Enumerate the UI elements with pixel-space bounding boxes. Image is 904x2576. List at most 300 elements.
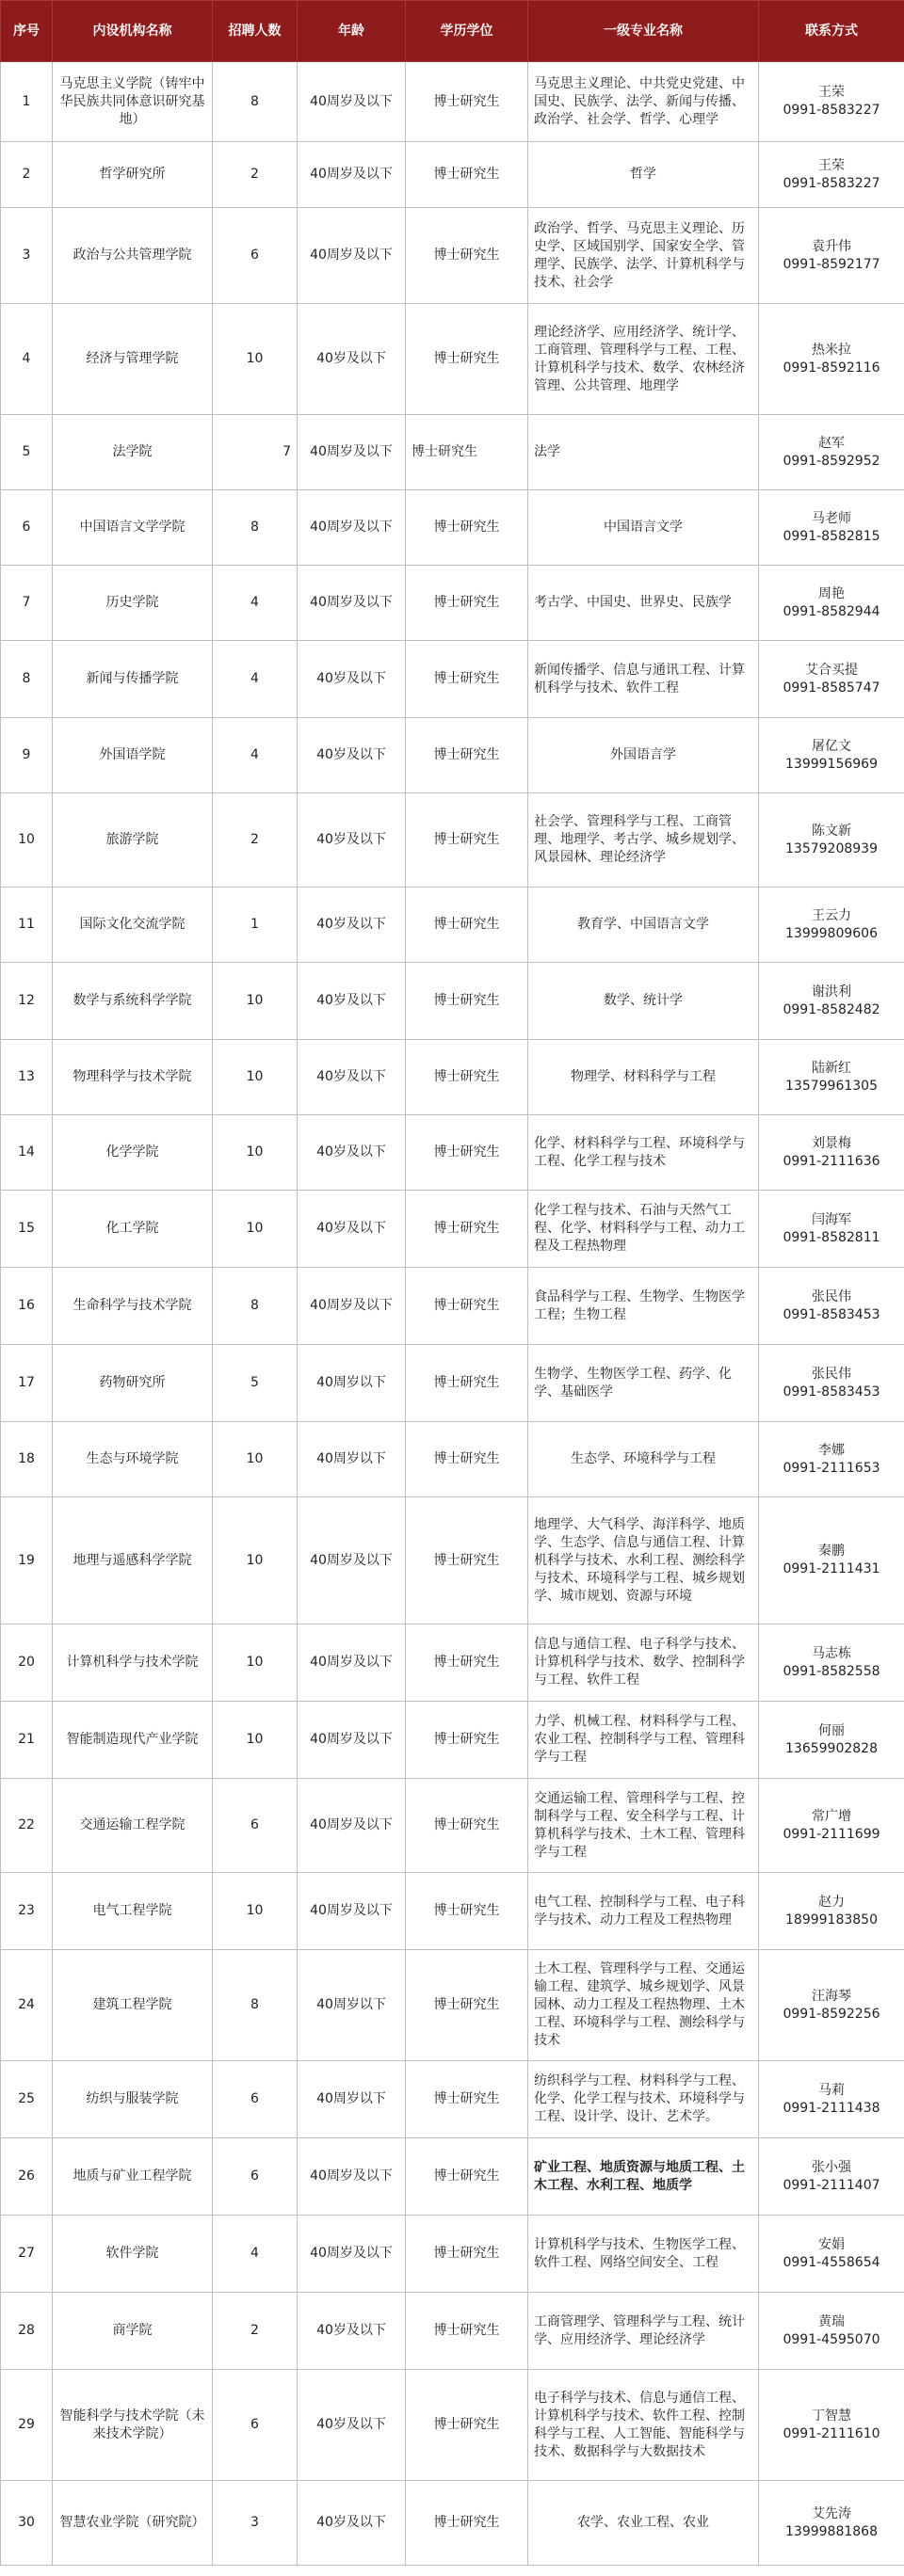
contact-name: 闫海军 [812, 1211, 851, 1227]
contact-name: 刘景梅 [812, 1135, 851, 1151]
degree-requirement: 博士研究生 [406, 1624, 528, 1702]
row-no: 28 [1, 2293, 53, 2370]
institution-name: 新闻与传播学院 [53, 641, 213, 718]
row-no: 25 [1, 2061, 53, 2138]
table-row [1, 1950, 904, 2061]
institution-name: 软件学院 [53, 2216, 213, 2293]
recruit-count: 3 [213, 2481, 298, 2566]
table-row [1, 62, 904, 142]
row-no: 4 [1, 304, 53, 415]
major-names: 法学 [528, 415, 759, 490]
row-no: 2 [1, 142, 53, 208]
contact-name: 黄瑞 [818, 2313, 845, 2329]
recruit-count: 10 [213, 1702, 298, 1779]
degree-requirement: 博士研究生 [406, 304, 528, 415]
institution-name: 化工学院 [53, 1191, 213, 1268]
age-requirement: 40岁及以下 [298, 1115, 406, 1191]
header-age: 年龄 [298, 1, 406, 62]
contact-info [759, 641, 904, 718]
age-requirement: 40周岁及以下 [298, 1497, 406, 1624]
row-no: 14 [1, 1115, 53, 1191]
major-names: 力学、机械工程、材料科学与工程、农业工程、控制科学与工程、管理科学与工程 [528, 1702, 759, 1779]
contact-info [759, 1115, 904, 1191]
major-names: 数学、统计学 [528, 963, 759, 1040]
contact-phone: 0991-8583453 [783, 1306, 880, 1322]
age-requirement: 40岁及以下 [298, 2293, 406, 2370]
row-no: 18 [1, 1422, 53, 1497]
age-requirement: 40周岁及以下 [298, 2138, 406, 2216]
recruit-count: 10 [213, 304, 298, 415]
institution-name: 商学院 [53, 2293, 213, 2370]
table-row [1, 2293, 904, 2370]
recruit-count: 10 [213, 1040, 298, 1115]
recruit-count: 2 [213, 142, 298, 208]
age-requirement: 40周岁以下 [298, 1422, 406, 1497]
recruit-count: 8 [213, 1950, 298, 2061]
degree-requirement: 博士研究生 [406, 1497, 528, 1624]
degree-requirement: 博士研究生 [406, 2481, 528, 2566]
contact-phone: 18999183850 [785, 1912, 878, 1928]
row-no: 6 [1, 490, 53, 566]
contact-name: 屠亿文 [812, 738, 851, 754]
recruit-count: 6 [213, 2138, 298, 2216]
contact-info [759, 1950, 904, 2061]
degree-requirement: 博士研究生 [406, 2216, 528, 2293]
table-row [1, 793, 904, 888]
contact-info [759, 1422, 904, 1497]
recruit-count: 10 [213, 1497, 298, 1624]
contact-name: 赵军 [818, 435, 845, 451]
row-no: 23 [1, 1873, 53, 1950]
contact-phone: 0991-8592116 [783, 360, 880, 376]
age-requirement: 40周岁及以下 [298, 62, 406, 142]
institution-name: 智能制造现代产业学院 [53, 1702, 213, 1779]
contact-info [759, 2293, 904, 2370]
contact-phone: 0991-8582482 [783, 1001, 880, 1017]
header-major: 一级专业名称 [528, 1, 759, 62]
row-no: 20 [1, 1624, 53, 1702]
row-no: 10 [1, 793, 53, 888]
table-row [1, 2370, 904, 2481]
contact-phone: 0991-2111438 [783, 2100, 880, 2116]
age-requirement: 40周岁及以下 [298, 142, 406, 208]
institution-name: 生命科学与技术学院 [53, 1268, 213, 1345]
contact-phone: 0991-8582815 [783, 528, 880, 544]
degree-requirement: 博士研究生 [406, 566, 528, 641]
table-row [1, 1422, 904, 1497]
contact-info [759, 304, 904, 415]
recruit-count: 8 [213, 490, 298, 566]
major-names: 哲学 [528, 142, 759, 208]
institution-name: 计算机科学与技术学院 [53, 1624, 213, 1702]
table-row [1, 208, 904, 304]
institution-name: 药物研究所 [53, 1345, 213, 1422]
contact-phone: 0991-8582811 [783, 1229, 880, 1245]
contact-name: 马志栋 [812, 1645, 851, 1661]
age-requirement: 40岁及以下 [298, 888, 406, 963]
degree-requirement: 博士研究生 [406, 415, 528, 490]
contact-phone: 0991-2111610 [783, 2425, 880, 2441]
contact-name: 秦鹏 [818, 1544, 845, 1559]
row-no: 21 [1, 1702, 53, 1779]
contact-info [759, 62, 904, 142]
row-no: 17 [1, 1345, 53, 1422]
contact-name: 张民伟 [812, 1288, 851, 1304]
contact-phone: 0991-2111431 [783, 1561, 880, 1576]
age-requirement: 40周岁以下 [298, 1950, 406, 2061]
contact-phone: 0991-2111653 [783, 1460, 880, 1476]
table-row [1, 142, 904, 208]
header-degree: 学历学位 [406, 1, 528, 62]
contact-info [759, 1779, 904, 1873]
age-requirement: 40岁及以下 [298, 304, 406, 415]
contact-info [759, 1497, 904, 1624]
contact-name: 马老师 [812, 510, 851, 526]
recruit-count: 8 [213, 1268, 298, 1345]
table-row [1, 1268, 904, 1345]
age-requirement: 40周岁及以下 [298, 490, 406, 566]
degree-requirement: 博士研究生 [406, 1779, 528, 1873]
major-names: 考古学、中国史、世界史、民族学 [528, 566, 759, 641]
institution-name: 纺织与服装学院 [53, 2061, 213, 2138]
contact-phone: 0991-8583227 [783, 175, 880, 191]
header-institution: 内设机构名称 [53, 1, 213, 62]
contact-info [759, 963, 904, 1040]
row-no: 15 [1, 1191, 53, 1268]
age-requirement: 40岁及以下 [298, 2481, 406, 2566]
contact-phone: 13999156969 [785, 756, 878, 772]
institution-name: 智慧农业学院（研究院） [53, 2481, 213, 2566]
table-row [1, 1115, 904, 1191]
row-no: 24 [1, 1950, 53, 2061]
row-no: 19 [1, 1497, 53, 1624]
contact-name: 常广增 [812, 1808, 851, 1824]
degree-requirement: 博士研究生 [406, 2138, 528, 2216]
table-row [1, 1497, 904, 1624]
major-names: 政治学、哲学、马克思主义理论、历史学、区域国别学、国家安全学、管理学、民族学、法学、计算机科学与技术、社会学 [528, 208, 759, 304]
header-contact: 联系方式 [759, 1, 904, 62]
header-no: 序号 [1, 1, 53, 62]
age-requirement: 40周岁以下 [298, 2061, 406, 2138]
recruit-count: 10 [213, 963, 298, 1040]
major-names: 外国语言学 [528, 718, 759, 793]
age-requirement: 40周岁及以下 [298, 1268, 406, 1345]
contact-phone: 0991-8592177 [783, 256, 880, 272]
age-requirement: 40周岁及以下 [298, 2216, 406, 2293]
contact-name: 张民伟 [812, 1366, 851, 1382]
contact-name: 热米拉 [812, 342, 851, 358]
institution-name: 建筑工程学院 [53, 1950, 213, 2061]
institution-name: 化学学院 [53, 1115, 213, 1191]
table-row [1, 1779, 904, 1873]
row-no: 9 [1, 718, 53, 793]
recruit-count: 5 [213, 1345, 298, 1422]
row-no: 13 [1, 1040, 53, 1115]
row-no: 16 [1, 1268, 53, 1345]
contact-phone: 13579961305 [785, 1078, 878, 1094]
row-no: 3 [1, 208, 53, 304]
contact-phone: 0991-8582558 [783, 1663, 880, 1679]
table-row [1, 1873, 904, 1950]
institution-name: 智能科学与技术学院（未来技术学院） [53, 2370, 213, 2481]
contact-info [759, 1040, 904, 1115]
row-no: 29 [1, 2370, 53, 2481]
age-requirement: 40周岁及以下 [298, 1779, 406, 1873]
contact-phone: 0991-8592256 [783, 2006, 880, 2022]
degree-requirement: 博士研究生 [406, 1345, 528, 1422]
major-names: 教育学、中国语言文学 [528, 888, 759, 963]
contact-name: 陆新红 [812, 1060, 851, 1076]
contact-name: 李娜 [818, 1442, 845, 1458]
table-row [1, 304, 904, 415]
major-names: 社会学、管理科学与工程、工商管理、地理学、考古学、城乡规划学、风景园林、理论经济学 [528, 793, 759, 888]
degree-requirement: 博士研究生 [406, 793, 528, 888]
degree-requirement: 博士研究生 [406, 718, 528, 793]
degree-requirement: 博士研究生 [406, 1115, 528, 1191]
contact-name: 袁升伟 [812, 238, 851, 254]
row-no: 7 [1, 566, 53, 641]
institution-name: 地质与矿业工程学院 [53, 2138, 213, 2216]
recruit-count: 2 [213, 2293, 298, 2370]
table-body [1, 62, 904, 2566]
row-no: 1 [1, 62, 53, 142]
contact-info [759, 490, 904, 566]
header-count: 招聘人数 [213, 1, 298, 62]
row-no: 5 [1, 415, 53, 490]
recruit-count: 10 [213, 1115, 298, 1191]
table-row [1, 641, 904, 718]
institution-name: 旅游学院 [53, 793, 213, 888]
age-requirement: 40岁及以下 [298, 2370, 406, 2481]
contact-name: 陈文新 [812, 823, 851, 839]
degree-requirement: 博士研究生 [406, 2293, 528, 2370]
major-names: 化学、材料科学与工程、环境科学与工程、化学工程与技术 [528, 1115, 759, 1191]
major-names: 物理学、材料科学与工程 [528, 1040, 759, 1115]
contact-info [759, 2370, 904, 2481]
degree-requirement: 博士研究生 [406, 888, 528, 963]
row-no: 26 [1, 2138, 53, 2216]
degree-requirement: 博士研究生 [406, 208, 528, 304]
age-requirement: 40岁及以下 [298, 718, 406, 793]
recruit-count: 10 [213, 1873, 298, 1950]
table-row [1, 963, 904, 1040]
contact-phone: 0991-8582944 [783, 603, 880, 619]
recruit-count: 10 [213, 1624, 298, 1702]
institution-name: 电气工程学院 [53, 1873, 213, 1950]
row-no: 8 [1, 641, 53, 718]
contact-phone: 0991-2111636 [783, 1153, 880, 1169]
degree-requirement: 博士研究生 [406, 490, 528, 566]
recruit-count: 6 [213, 208, 298, 304]
major-names: 计算机科学与技术、生物医学工程、软件工程、网络空间安全、工程 [528, 2216, 759, 2293]
age-requirement: 40周岁及以下 [298, 1702, 406, 1779]
row-no: 11 [1, 888, 53, 963]
age-requirement: 40岁及以下 [298, 963, 406, 1040]
contact-name: 丁智慧 [812, 2408, 851, 2424]
contact-name: 赵力 [818, 1894, 845, 1910]
contact-info [759, 793, 904, 888]
table-row [1, 415, 904, 490]
major-names: 生物学、生物医学工程、药学、化学、基础医学 [528, 1345, 759, 1422]
major-names: 中国语言文学 [528, 490, 759, 566]
age-requirement: 40周岁及以下 [298, 208, 406, 304]
age-requirement: 40岁及以下 [298, 1040, 406, 1115]
contact-name: 艾合买提 [805, 662, 858, 678]
major-names: 理论经济学、应用经济学、统计学、工商管理、管理科学与工程、工程、计算机科学与技术、数学、农林经济管理、公共管理、地理学 [528, 304, 759, 415]
degree-requirement: 博士研究生 [406, 2370, 528, 2481]
institution-name: 法学院 [53, 415, 213, 490]
major-names: 生态学、环境科学与工程 [528, 1422, 759, 1497]
degree-requirement: 博士研究生 [406, 2061, 528, 2138]
degree-requirement: 博士研究生 [406, 641, 528, 718]
major-names: 食品科学与工程、生物学、生物医学工程；生物工程 [528, 1268, 759, 1345]
recruit-count: 10 [213, 1191, 298, 1268]
contact-info [759, 1191, 904, 1268]
table-row [1, 1040, 904, 1115]
degree-requirement: 博士研究生 [406, 1040, 528, 1115]
table-row [1, 2481, 904, 2566]
major-names: 矿业工程、地质资源与地质工程、土木工程、水利工程、地质学 [528, 2138, 759, 2216]
major-names: 电子科学与技术、信息与通信工程、计算机科学与技术、软件工程、控制科学与工程、人工智能、智能科学与技术、数据科学与大数据技术 [528, 2370, 759, 2481]
major-names: 信息与通信工程、电子科学与技术、计算机科学与技术、数学、控制科学与工程、软件工程 [528, 1624, 759, 1702]
contact-phone: 13659902828 [785, 1740, 878, 1756]
recruit-count: 4 [213, 2216, 298, 2293]
table-row [1, 718, 904, 793]
major-names: 地理学、大气科学、海洋科学、地质学、生态学、信息与通信工程、计算机科学与技术、水利工程、测绘科学与技术、环境科学与工程、城乡规划学、城市规划、资源与环境 [528, 1497, 759, 1624]
row-no: 22 [1, 1779, 53, 1873]
table-row [1, 566, 904, 641]
recruit-count: 1 [213, 888, 298, 963]
contact-info [759, 2061, 904, 2138]
contact-info [759, 2216, 904, 2293]
contact-name: 张小强 [812, 2159, 851, 2175]
recruit-count: 4 [213, 641, 298, 718]
table-row [1, 1345, 904, 1422]
institution-name: 物理科学与技术学院 [53, 1040, 213, 1115]
degree-requirement: 博士研究生 [406, 963, 528, 1040]
recruit-count: 4 [213, 566, 298, 641]
institution-name: 生态与环境学院 [53, 1422, 213, 1497]
table-row [1, 1191, 904, 1268]
contact-phone: 0991-8592952 [783, 453, 880, 469]
contact-name: 汪海琴 [812, 1988, 851, 2004]
contact-name: 王云力 [812, 907, 851, 923]
degree-requirement: 博士研究生 [406, 1191, 528, 1268]
contact-phone: 0991-8583453 [783, 1384, 880, 1400]
contact-name: 王荣 [818, 85, 845, 100]
age-requirement: 40岁及以下 [298, 793, 406, 888]
contact-phone: 0991-8585747 [783, 680, 880, 696]
age-requirement: 40周岁及以下 [298, 415, 406, 490]
contact-name: 王荣 [818, 157, 845, 173]
table-row [1, 1702, 904, 1779]
age-requirement: 40岁及以下 [298, 641, 406, 718]
row-no: 27 [1, 2216, 53, 2293]
major-names: 纺织科学与工程、材料科学与工程、化学、化学工程与技术、环境科学与工程、设计学、设计、艺术学。 [528, 2061, 759, 2138]
table-row [1, 2138, 904, 2216]
contact-info [759, 566, 904, 641]
degree-requirement: 博士研究生 [406, 62, 528, 142]
institution-name: 哲学研究所 [53, 142, 213, 208]
major-names: 化学工程与技术、石油与天然气工程、化学、材料科学与工程、动力工程及工程热物理 [528, 1191, 759, 1268]
contact-info [759, 1268, 904, 1345]
institution-name: 外国语学院 [53, 718, 213, 793]
recruit-count: 7 [213, 415, 298, 490]
degree-requirement: 博士研究生 [406, 1702, 528, 1779]
recruit-count: 10 [213, 1422, 298, 1497]
institution-name: 经济与管理学院 [53, 304, 213, 415]
contact-info [759, 142, 904, 208]
row-no: 30 [1, 2481, 53, 2566]
age-requirement: 40岁及以下 [298, 1191, 406, 1268]
contact-phone: 0991-8583227 [783, 103, 880, 118]
contact-info [759, 1702, 904, 1779]
recruit-count: 8 [213, 62, 298, 142]
contact-info [759, 2138, 904, 2216]
institution-name: 政治与公共管理学院 [53, 208, 213, 304]
contact-phone: 0991-4595070 [783, 2331, 880, 2347]
institution-name: 地理与遥感科学学院 [53, 1497, 213, 1624]
major-names: 电气工程、控制科学与工程、电子科学与技术、动力工程及工程热物理 [528, 1873, 759, 1950]
contact-phone: 0991-2111407 [783, 2177, 880, 2193]
contact-phone: 0991-4558654 [783, 2254, 880, 2270]
table-row [1, 490, 904, 566]
institution-name: 历史学院 [53, 566, 213, 641]
row-no: 12 [1, 963, 53, 1040]
contact-info [759, 1873, 904, 1950]
contact-info [759, 718, 904, 793]
recruit-count: 6 [213, 1779, 298, 1873]
contact-phone: 0991-2111699 [783, 1826, 880, 1842]
age-requirement: 40周岁以下 [298, 1345, 406, 1422]
degree-requirement: 博士研究生 [406, 1422, 528, 1497]
age-requirement: 40周岁及以下 [298, 1624, 406, 1702]
institution-name: 数学与系统科学学院 [53, 963, 213, 1040]
recruit-count: 2 [213, 793, 298, 888]
recruit-count: 4 [213, 718, 298, 793]
contact-info [759, 1345, 904, 1422]
table-row [1, 2216, 904, 2293]
table-row [1, 1624, 904, 1702]
institution-name: 马克思主义学院（铸牢中华民族共同体意识研究基地） [53, 62, 213, 142]
age-requirement: 40周岁及以下 [298, 566, 406, 641]
contact-name: 艾先涛 [812, 2505, 851, 2521]
table-row [1, 2061, 904, 2138]
contact-phone: 13999809606 [785, 925, 878, 941]
contact-name: 周艳 [818, 585, 845, 601]
major-names: 土木工程、管理科学与工程、交通运输工程、建筑学、城乡规划学、风景园林、动力工程及工程热物理、土木工程、环境科学与工程、测绘科学与技术 [528, 1950, 759, 2061]
contact-info [759, 415, 904, 490]
contact-info [759, 208, 904, 304]
recruit-count: 6 [213, 2370, 298, 2481]
contact-phone: 13579208939 [785, 840, 878, 856]
major-names: 工商管理学、管理科学与工程、统计学、应用经济学、理论经济学 [528, 2293, 759, 2370]
contact-info [759, 1624, 904, 1702]
institution-name: 交通运输工程学院 [53, 1779, 213, 1873]
contact-info [759, 888, 904, 963]
header-row [1, 1, 904, 62]
major-names: 农学、农业工程、农业 [528, 2481, 759, 2566]
degree-requirement: 博士研究生 [406, 142, 528, 208]
contact-name: 安娟 [818, 2236, 845, 2252]
recruit-count: 6 [213, 2061, 298, 2138]
contact-name: 谢洪利 [812, 984, 851, 1000]
major-names: 交通运输工程、管理科学与工程、控制科学与工程、安全科学与工程、计算机科学与技术、土木工程、管理科学与工程 [528, 1779, 759, 1873]
degree-requirement: 博士研究生 [406, 1873, 528, 1950]
degree-requirement: 博士研究生 [406, 1268, 528, 1345]
contact-name: 何丽 [818, 1722, 845, 1738]
contact-info [759, 2481, 904, 2566]
